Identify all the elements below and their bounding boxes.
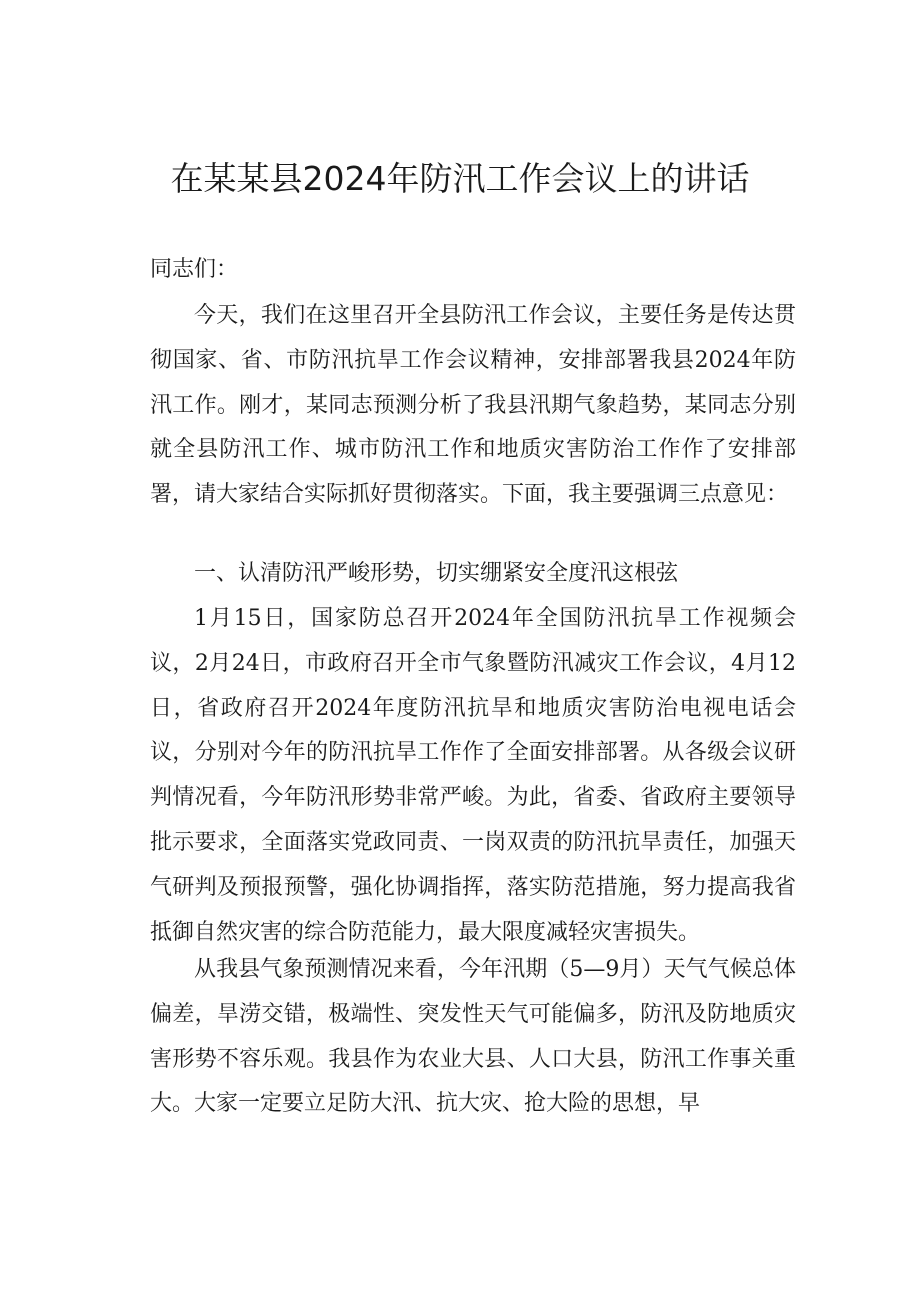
salutation: 同志们： bbox=[150, 257, 239, 282]
paragraph-forecast: 从我县气象预测情况来看，今年汛期（5—9月）天气气候总体偏差，旱涝交错，极端性、突发性天气可能偏多，防汛及防地质灾害形势不容乐观。我县作为农业大县、人口大县，防汛工作事关重大。大家一定要立足防大汛、抗大灾、抢大险的思想，早 bbox=[150, 957, 796, 1117]
document-title: 在某某县2024年防汛工作会议上的讲话 bbox=[170, 159, 750, 198]
paragraph-meetings: 1月15日，国家防总召开2024年全国防汛抗旱工作视频会议，2月24日，市政府召开全市气象暨防汛减灾工作会议，4月12日，省政府召开2024年度防汛抗旱和地质灾害防治电视电话会议，分别对今年的防汛抗旱工作作了全面安排部署。从各级会议研判情况看，今年防汛形势非常严峻。为此，省委、省政府主要领导批示要求，全面落实党政同责、一岗双责的防汛抗旱责任，加强天气研判及预报预警，强化协调指挥，落实防范措施，努力提高我省抵御自然灾害的综合防范能力，最大限度减轻灾害损失。 bbox=[150, 606, 796, 945]
paragraph-intro: 今天，我们在这里召开全县防汛工作会议，主要任务是传达贯彻国家、省、市防汛抗旱工作会议精神，安排部署我县2024年防汛工作。刚才，某同志预测分析了我县汛期气象趋势，某同志分别就全县防汛工作、城市防汛工作和地质灾害防治工作作了安排部署，请大家结合实际抓好贯彻落实。下面，我主要强调三点意见： bbox=[150, 303, 796, 508]
section-heading-1: 一、认清防汛严峻形势，切实绷紧安全度汛这根弦 bbox=[194, 561, 679, 586]
